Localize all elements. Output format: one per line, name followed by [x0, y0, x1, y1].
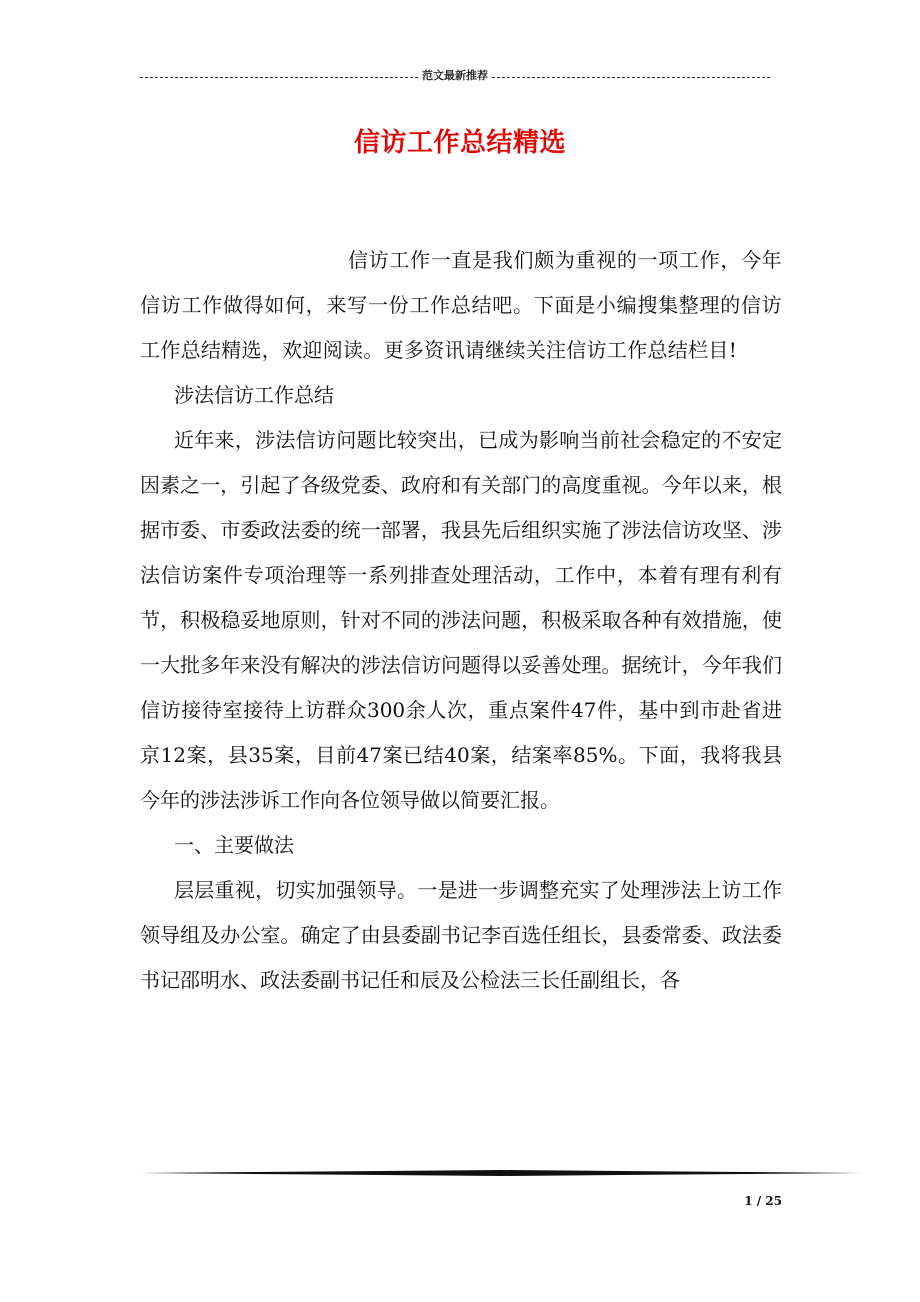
header-dashes-right	[492, 77, 770, 78]
page-number: 1 / 25	[744, 1194, 782, 1208]
document-title: 信访工作总结精选	[353, 128, 566, 158]
header-dashes-left	[140, 77, 418, 78]
header-label: 范文最新推荐	[422, 69, 488, 82]
intro-paragraph: 信访工作一直是我们颇为重视的一项工作，今年信访工作做得如何，来写一份工作总结吧。下面是小编搜集整理的信访工作总结精选，欢迎阅读。更多资讯请继续关注信访工作总结栏目!	[140, 248, 782, 362]
footer-divider	[140, 1168, 862, 1178]
body-paragraph: 近年来，涉法信访问题比较突出，已成为影响当前社会稳定的不安定因素之一，引起了各级党委、政府和有关部门的高度重视。今年以来，根据市委、市委政法委的统一部署，我县先后组织实施了涉法信访攻坚、涉法信访案件专项治理等一系列排查处理活动，工作中，本着有理有利有节，积极稳妥地原则，针对不同的涉法问题，积极采取各种有效措施，使一大批多年来没有解决的涉法信访问题得以妥善处理。据统计，今年我们信访接待室接待上访群众300余人次，重点案件47件，基中到市赴省进京12案，县35案，目前47案已结40案，结案率85%。下面，我将我县今年的涉法涉诉工作向各位领导做以简要汇报。	[140, 428, 782, 812]
page-header	[140, 68, 770, 84]
section-heading: 一、主要做法	[174, 833, 294, 857]
section-heading: 涉法信访工作总结	[174, 383, 334, 407]
document-body	[140, 238, 782, 1003]
body-paragraph: 层层重视，切实加强领导。一是进一步调整充实了处理涉法上访工作领导组及办公室。确定了由县委副书记李百选任组长，县委常委、政法委书记邵明水、政法委副书记任和辰及公检法三长任副组长，各	[140, 878, 782, 992]
